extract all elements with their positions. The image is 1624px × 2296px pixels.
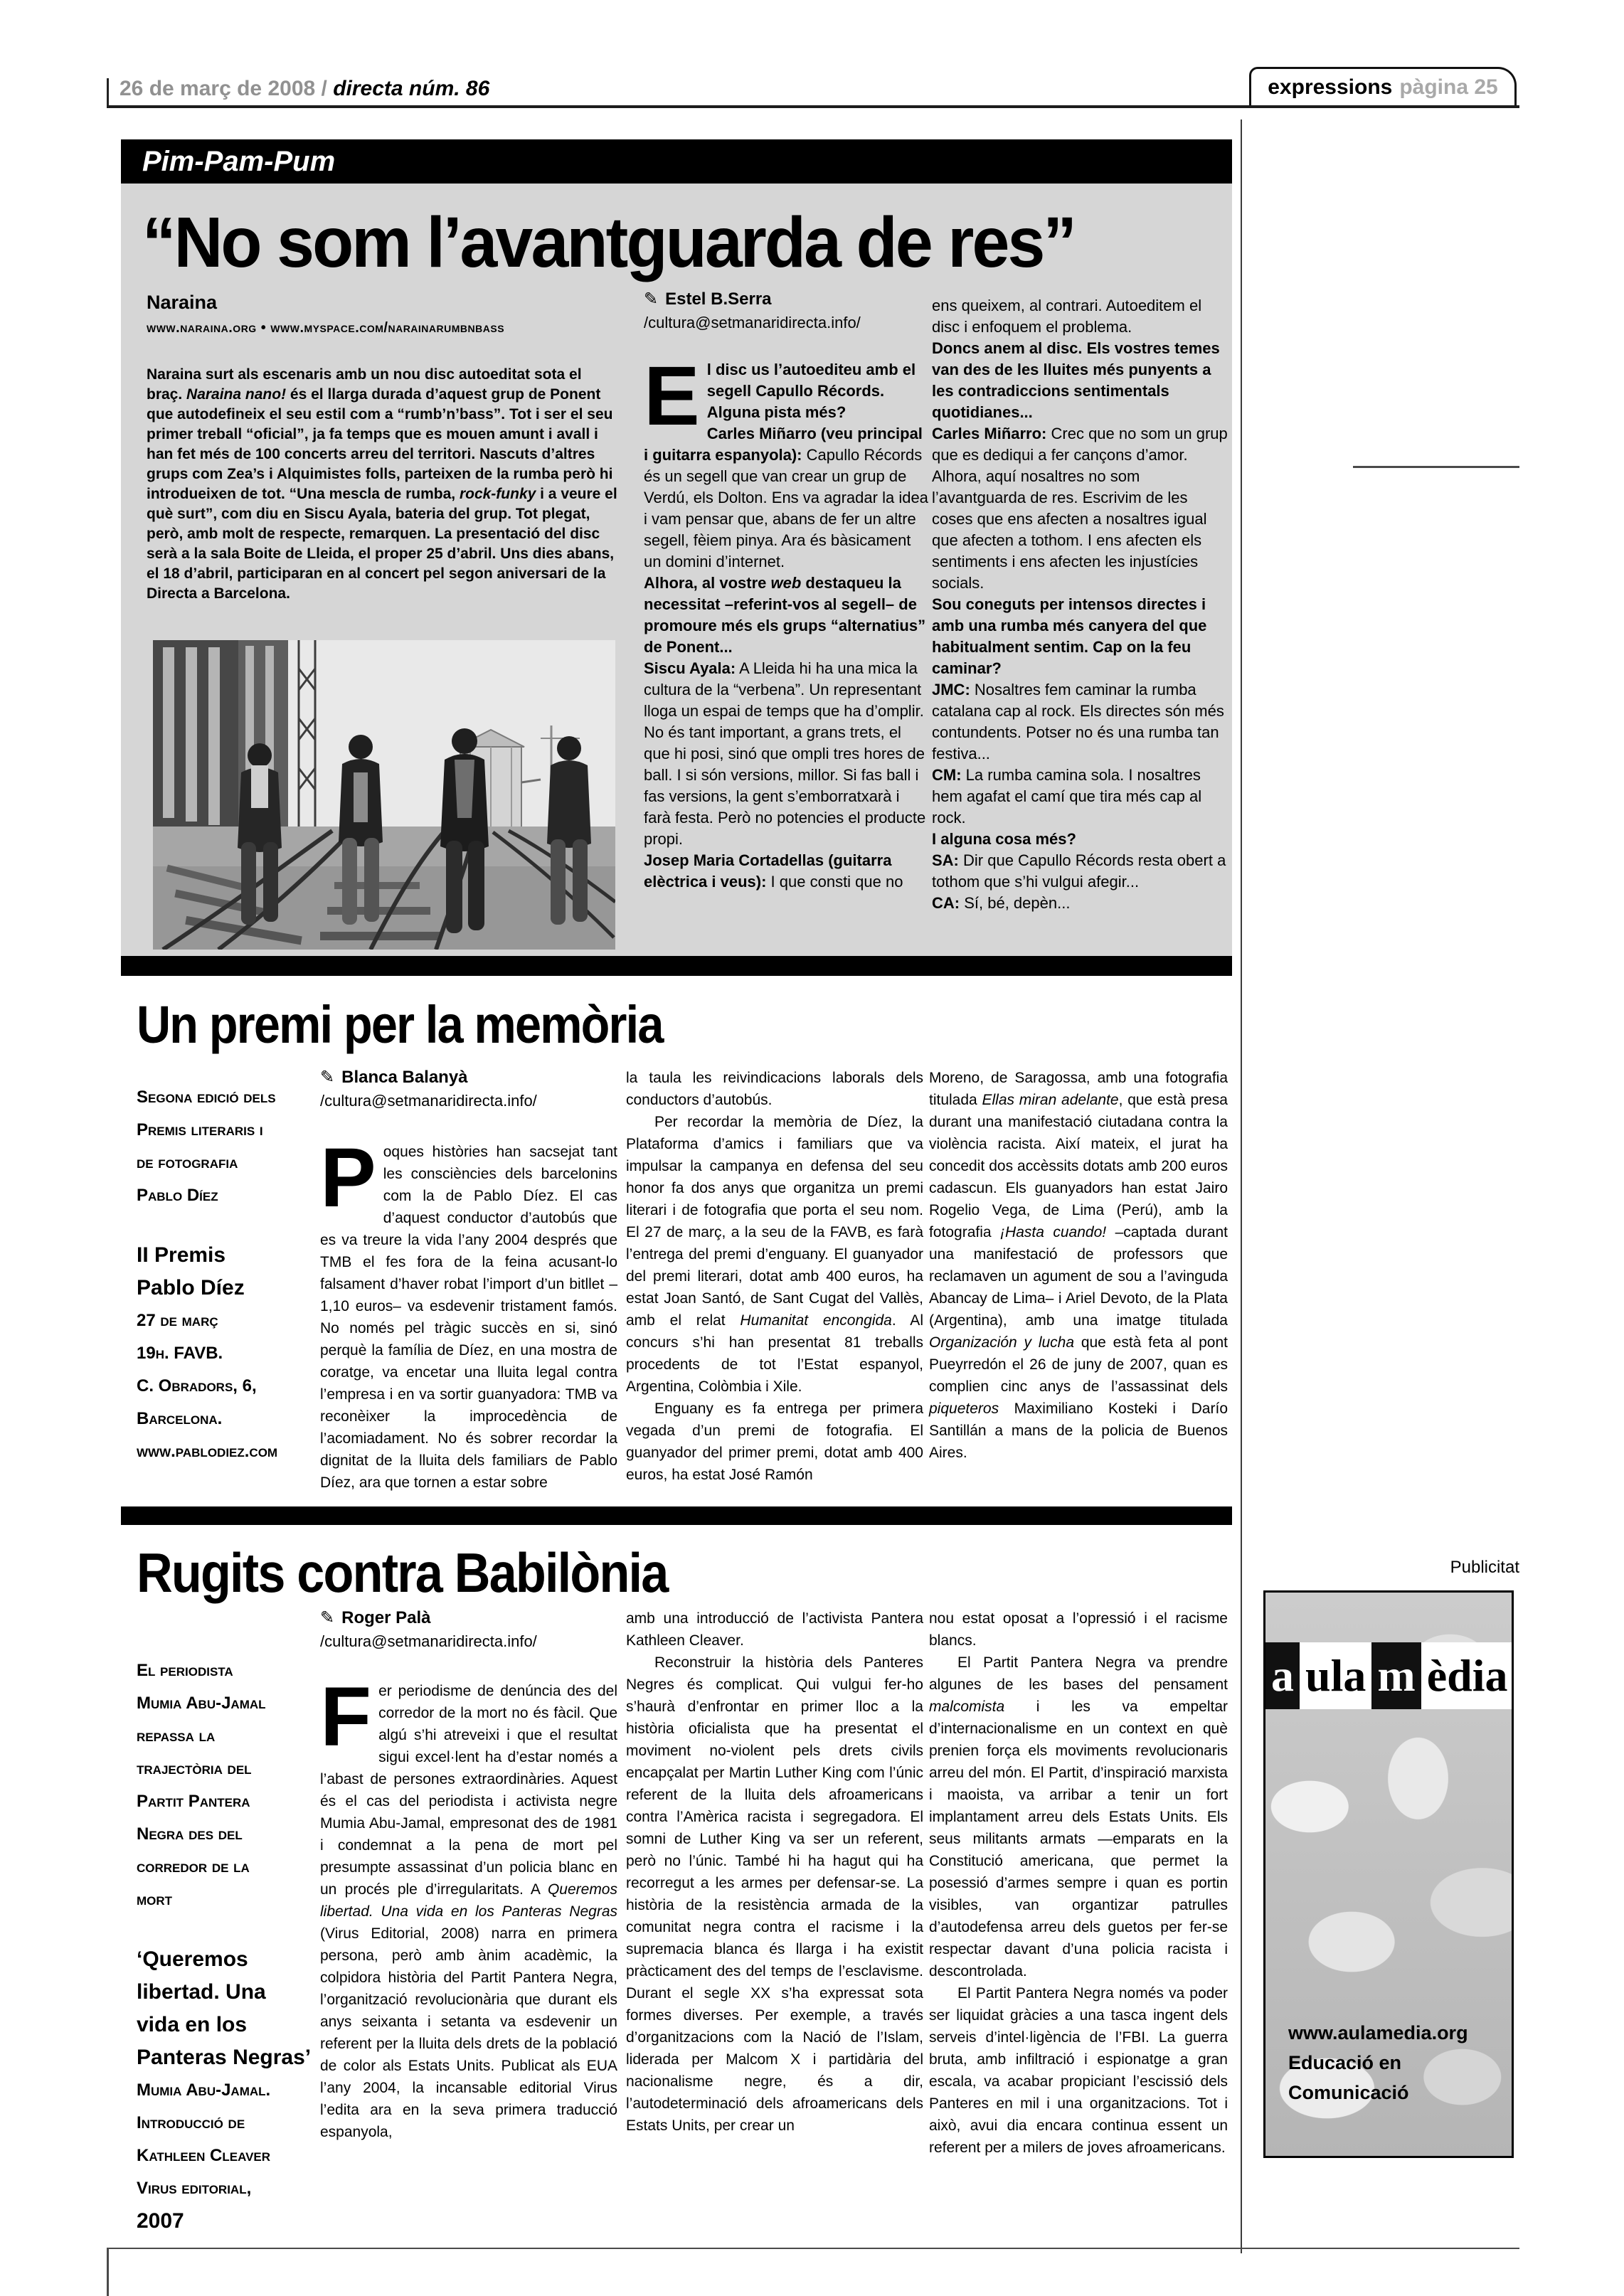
article-premi-memoria <box>121 990 1232 1506</box>
rail-line: Premis literaris i <box>137 1120 263 1139</box>
rail-line: C. Obradors, 6, <box>137 1376 257 1396</box>
paragraph: CA: Sí, bé, depèn... <box>932 894 1071 912</box>
rail-line: Partit Pantera <box>137 1792 250 1811</box>
rail-line: Segona edició dels <box>137 1088 276 1107</box>
paragraph: Josep Maria Cortadellas (guitarra elèctrica i veus): I que consti que no <box>644 851 903 891</box>
paragraph: Naraina surt als escenaris amb un nou disc autoeditat sota el braç. Naraina nano! és el llarga durada d’aquest grup de Ponent que autodefineix el seu estil com a “rumb’n’bass”. Tot i ser el seu primer treball “oficial”, ja fa temps que es mouen amunt i avall i han fet més de 100 concerts arreu del territori. Nascuts d’altres grups com Zea’s i Alquimistes folls, parteixen de la rumba però hi introdueixen de tot. “Una mescla de rumba, rock-funky i a veure el què surt”, com diu en Siscu Ayala, bateria del grup. Tot plegat, però, amb molt de respecte, remarquen. La presentació del disc serà a la sala Boite de Lleida, el proper 25 d’abril. Uns dies abans, el 18 d’abril, participaran en al concert pel segon aniversari de la Directa a Barcelona. <box>147 366 617 602</box>
rail-line: II Premis <box>137 1243 226 1267</box>
pen-icon: ✎ <box>644 289 659 309</box>
byline-email: /cultura@setmanaridirecta.info/ <box>320 1092 537 1110</box>
rail-line: corredor de la <box>137 1857 250 1876</box>
article-intro <box>147 365 617 604</box>
publication-brand: directa núm. 86 <box>333 77 490 100</box>
article-column-3 <box>929 1067 1228 1464</box>
article-column-1 <box>320 1131 617 1494</box>
paragraph: la taula les reivindicacions laborals dels conductors d’autobús. <box>626 1070 923 1108</box>
paragraph: Reconstruir la història dels Panteres Negres és complicat. Qui vulgui fer-ho s’haurà d’enfrontar en primer lloc a la història oficialista que ha presentat el moviment no-violent pels drets civils encapçalat per Martin Luther King com l’únic referent de la lluita dels afroamericans contra l’Amèrica racista i segregadora. El somni de Luther King va ser un referent, però no l’únic. També hi ha hagut qui ha recorregut a les armes per defensar-se. La història de la resistència armada de la comunitat negra contra el racisme i la supremacia blanca és llarga i ha existit pràcticament des del temps de l’esclavisme. Durant el segle XX s’ha expressat sota formes diverses. Per exemple, a través d’organitzacions com la Nació de l’Islam, liderada per Malcom X i partidària del nacionalisme negre, és a dir, l’autodeterminació dels afroamericans dels Estats Units, per crear un <box>626 1654 923 2134</box>
byline <box>644 289 861 332</box>
paragraph: Enguany es fa entrega per primera vegada d’un premi de fotografia. El guanyador del primer premi, dotat amb 400 euros, ha estat José Ramón <box>626 1401 923 1483</box>
pen-icon: ✎ <box>320 1608 335 1627</box>
paragraph: El disc us l’autoediteu amb el segell Capullo Récords. Alguna pista més? <box>644 349 916 443</box>
rail-line: mort <box>137 1890 173 1909</box>
rail-line: Virus editorial, <box>137 2179 252 2198</box>
rail-line: 2007 <box>137 2209 184 2233</box>
paragraph: El Partit Pantera Negra va prendre algunes de les bases del pensament malcomista i les va empeltar d’internacionalisme en un context en què prenien força els moviments revolucionaris arreu del món. El Partit, d’inspiració marxista i maoista, va arribar a tenir un fort implantament arreu dels Estats Units. Els seus militants armats —emparats en la Constitució americana, que permet la posessió d’armes sempre i quan es portin visibles, van organtizar patrulles d’autodefensa arreu dels guetos per fer-se respectar davant d’una policia racista i descontrolada. <box>929 1654 1228 1979</box>
rail-line: de fotografia <box>137 1153 238 1172</box>
section-tab <box>1249 67 1517 105</box>
rail-line: Pablo Díez <box>137 1276 245 1300</box>
rail-line: Negra des del <box>137 1824 243 1844</box>
article-bottom-bar <box>121 956 1232 976</box>
paragraph: Per recordar la memòria de Díez, la Plataforma d’amics i familiars que va impulsar la campanya en defensa del seu honor fa dos anys que organitza un premi literari i de fotografia que porta el seu nom. El 27 de març, a la seu de la FAVB, es farà l’entrega del premi d’enguany. El guanyador del premi literari, dotat amb 400 euros, ha estat Joan Santó, de Sant Cugat del Vallès, amb el relat Humanitat encongida. Al concurs s’hi han presentat 81 treballs procedents de tot l’Estat espanyol, Argentina, Colòmbia i Xile. <box>626 1114 923 1395</box>
rail-line: 27 de març <box>137 1311 218 1330</box>
byline-email: /cultura@setmanaridirecta.info/ <box>644 314 861 331</box>
article-column-1 <box>320 1670 617 2143</box>
paragraph: El Partit Pantera Negra només va poder ser liquidat gràcies a una tasca ingent dels serveis d’intel·ligència de l’FBI. La guerra bruta, amb infiltració i espionatge a gran escala, va acabar propiciant l’escissió dels Panteres en mil i una organitzacions. Tot i això, avui dia encara continua essent un referent per a milers de joves afroamericans. <box>929 1985 1228 2156</box>
publicitat-label: Publicitat <box>1450 1558 1519 1577</box>
article-rail <box>137 1654 316 2238</box>
header-left-tick <box>107 78 109 107</box>
rail-line: Mumia Abu-Jamal. <box>137 2080 271 2100</box>
rail-line: ‘Queremos <box>137 1947 248 1971</box>
paragraph: Moreno, de Saragossa, amb una fotografia titulada Ellas miran adelante, que està presa durant una manifestació ciutadana contra la violència racista. Així mateix, el jurat ha concedit dos accèssits dotats amb 200 euros cadascun. Els guanyadors han estat Jairo Rogelio Vega, de Lima (Perú), amb la fotografia ¡Hasta cuando! –captada durant una manifestació de professors que reclamaven un agument de sou a l’avinguda Abancay de Lima– i Ariel Devoto, de la Plata (Argentina), amb una imatge titulada Organización y lucha que està feta al pont Pueyrredón el 26 de juny de 2007, quan es complien cinc anys de l’assassinat dels piqueteros Maximiliano Kosteki i Darío Santillán a mans de la policia de Buenos Aires. <box>929 1070 1228 1461</box>
rail-line: 19h. FAVB. <box>137 1344 223 1363</box>
drop-cap: E <box>644 349 700 443</box>
paragraph: JMC: Nosaltres fem caminar la rumba catalana cap al rock. Els directes són més contundents. Potser no és una rumba tan festiva... <box>932 681 1224 762</box>
paragraph: ens queixem, al contrari. Autoeditem el disc i enfoquem el problema. <box>932 297 1202 336</box>
paragraph: Poques històries han sacsejat tant les consciències dels barcelonins com la de Pablo Díez. El cas d’aquest conductor d’autobús que es va treure la vida l’any 2004 després que TMB el fes fora de la feina acusant-lo falsament d’haver robat l’import d’un bitllet –1,10 euros– va esdevenir tristament famós. No només pel tràgic succès en si, sinó perquè la família de Díez, en una mostra de coratge, va encetar una lluita legal contra l’empresa i en va sortir guanyadora: TMB va reconèixer la improcedència de l’acomiadament. No és sobrer recordar la dignitat de la lluita dels familiars de Pablo Díez, ara que tornen a estar sobre <box>320 1131 617 1491</box>
rail-line: www.pablodiez.com <box>137 1442 278 1461</box>
band-photo <box>153 640 615 950</box>
band-urls: www.naraina.org • www.myspace.com/narainarumbnbass <box>147 320 505 336</box>
paragraph: SA: Dir que Capullo Récords resta obert a tothom que s’hi vulgui afegir... <box>932 851 1226 891</box>
drop-cap: P <box>320 1131 376 1225</box>
byline <box>320 1607 537 1651</box>
rail-line: Introducció de <box>137 2113 245 2132</box>
rail-line: Kathleen Cleaver <box>137 2146 271 2165</box>
paragraph: amb una introducció de l’activista Pantera Kathleen Cleaver. <box>626 1610 923 1649</box>
pen-icon: ✎ <box>320 1068 335 1087</box>
article-interview-naraina <box>121 139 1232 976</box>
logo-segment: ula <box>1305 1650 1366 1701</box>
rail-line: Barcelona. <box>137 1409 223 1428</box>
paragraph: Siscu Ayala: A Lleida hi ha una mica la cultura de la “verbena”. Un representant lloga un espai de temps que ha d’omplir. No és tant important, a grans trets, el que hi posi, sinó que ompli tres hores de ball. I si són versions, millor. Si fas ball i fas versions, la gent s’emborratxarà i farà festa. Però no potencies el producte propi. <box>644 659 926 848</box>
rail-line <box>137 1916 316 1943</box>
ad-tagline: Educació en Comunicació <box>1288 2052 1409 2103</box>
right-margin-divider <box>1241 119 1242 2253</box>
paragraph: Carles Miñarro (veu principal i guitarra espanyola): Capullo Récords és un segell que van crear un grup de Verdú, els Dolton. Ens va agradar la idea i vam pensar que, abans de fer un altre segell, fèiem pinya. Ara és bàsicament un domini d’internet. <box>644 425 928 570</box>
paragraph: Carles Miñarro: Crec que no som un grup que es dediqui a fer cançons d’amor. Alhora, aquí nosaltres no som l’avantguarda de res. Escrivim de les coses que ens afecten a nosaltres igual que afecten a tothom. I ens afecten els sentiments i ens afecten les injustícies socials. <box>932 425 1228 592</box>
header-dateline <box>120 77 489 101</box>
rail-line: libertad. Una <box>137 1980 266 2004</box>
page-number: pàgina 25 <box>1399 75 1498 99</box>
paragraph: Sou coneguts per intensos directes i amb una rumba més canyera del que habitualment sentim. Cap on la feu caminar? <box>932 595 1207 677</box>
paragraph: CM: La rumba camina sola. I nosaltres hem agafat el camí que tira més cap al rock. <box>932 766 1202 827</box>
drop-cap: F <box>320 1670 372 1764</box>
rail-line: Mumia Abu-Jamal <box>137 1694 266 1713</box>
logo-segment: èdia <box>1426 1650 1508 1701</box>
byline-email: /cultura@setmanaridirecta.info/ <box>320 1632 537 1650</box>
kicker-bar <box>121 139 1232 184</box>
ad-url: www.aulamedia.org <box>1288 2022 1468 2043</box>
logo-segment: m <box>1371 1642 1421 1709</box>
band-name: Naraina <box>147 292 218 313</box>
rail-line: Panteras Negras’ <box>137 2046 312 2069</box>
paragraph: Alhora, al vostre web destaqueu la necessitat –referint-vos al segell– de promoure més els grups “alternatius” de Ponent... <box>644 574 926 656</box>
article-title: “No som l’avantguarda de res” <box>142 203 1076 282</box>
issue-date: 26 de març de 2008 / <box>120 77 327 100</box>
byline-author: Estel B.Serra <box>665 289 772 309</box>
header-rule <box>107 105 1519 108</box>
article-title: Rugits contra Babilònia <box>137 1541 668 1604</box>
article-column-2 <box>626 1067 923 1486</box>
section-divider-bar <box>121 1506 1232 1525</box>
byline-author: Roger Palà <box>341 1608 431 1627</box>
aulamedia-ad <box>1263 1590 1514 2158</box>
interview-column-3 <box>932 295 1229 914</box>
paragraph: I alguna cosa més? <box>932 830 1076 848</box>
article-interview-body <box>121 184 1232 956</box>
rail-line: trajectòria del <box>137 1759 252 1778</box>
logo-segment: a <box>1265 1642 1300 1709</box>
kicker-label: Pim-Pam-Pum <box>142 145 336 177</box>
article-rugits-babilonia <box>121 1534 1232 2233</box>
interview-column-2 <box>644 349 928 893</box>
rail-line <box>137 1212 316 1239</box>
article-column-2 <box>626 1607 923 2137</box>
article-rail <box>137 1081 316 1468</box>
article-title: Un premi per la memòria <box>137 995 663 1054</box>
paragraph: nou estat oposat a l’opressió i el racisme blancs. <box>929 1610 1228 1649</box>
band-photo-illustration <box>153 640 615 950</box>
aulamedia-logo <box>1265 1642 1512 1709</box>
paragraph: Doncs anem al disc. Els vostres temes van des de les lluites més punyents a les contradiccions sentimentals quotidianes... <box>932 339 1220 421</box>
paragraph: Fer periodisme de denúncia des del corredor de la mort no és fàcil. Que algú s’hi atreveixi i que el resultat sigui excel·lent ha d’estar només a l’abast de persones extraordinàries. Aquest és el cas del periodista i activista negre Mumia Abu-Jamal, empresonat des de 1981 i condemnat a la pena de mort pel presumpte assassinat d’un policia blanc en un procés ple d’irregularitats. A Queremos libertad. Una vida en los Panteras Negras (Virus Editorial, 2008) narra en primera persona, però amb ànim acadèmic, la colpidora història del Partit Pantera Negra, l’organització revolucionària que durant els anys seixanta i setanta va esdevenir un referent per la lluita dels drets de la població de color als Estats Units. Publicat als EUA l’any 2004, la incansable editorial Virus l’edita ara en la seva primera traducció espanyola, <box>320 1670 617 2140</box>
rail-line: vida en los <box>137 2013 248 2036</box>
footer-rule <box>107 2248 1519 2249</box>
ad-contact <box>1288 2018 1512 2108</box>
byline <box>320 1067 537 1110</box>
rail-line: Pablo Díez <box>137 1186 218 1205</box>
byline-author: Blanca Balanyà <box>341 1068 468 1087</box>
footer-left-tick <box>107 2248 109 2296</box>
article-column-3 <box>929 1607 1228 2159</box>
margin-short-rule <box>1353 466 1519 468</box>
rail-line: repassa la <box>137 1726 216 1745</box>
section-name: expressions <box>1268 75 1393 99</box>
rail-line: El periodista <box>137 1661 233 1680</box>
